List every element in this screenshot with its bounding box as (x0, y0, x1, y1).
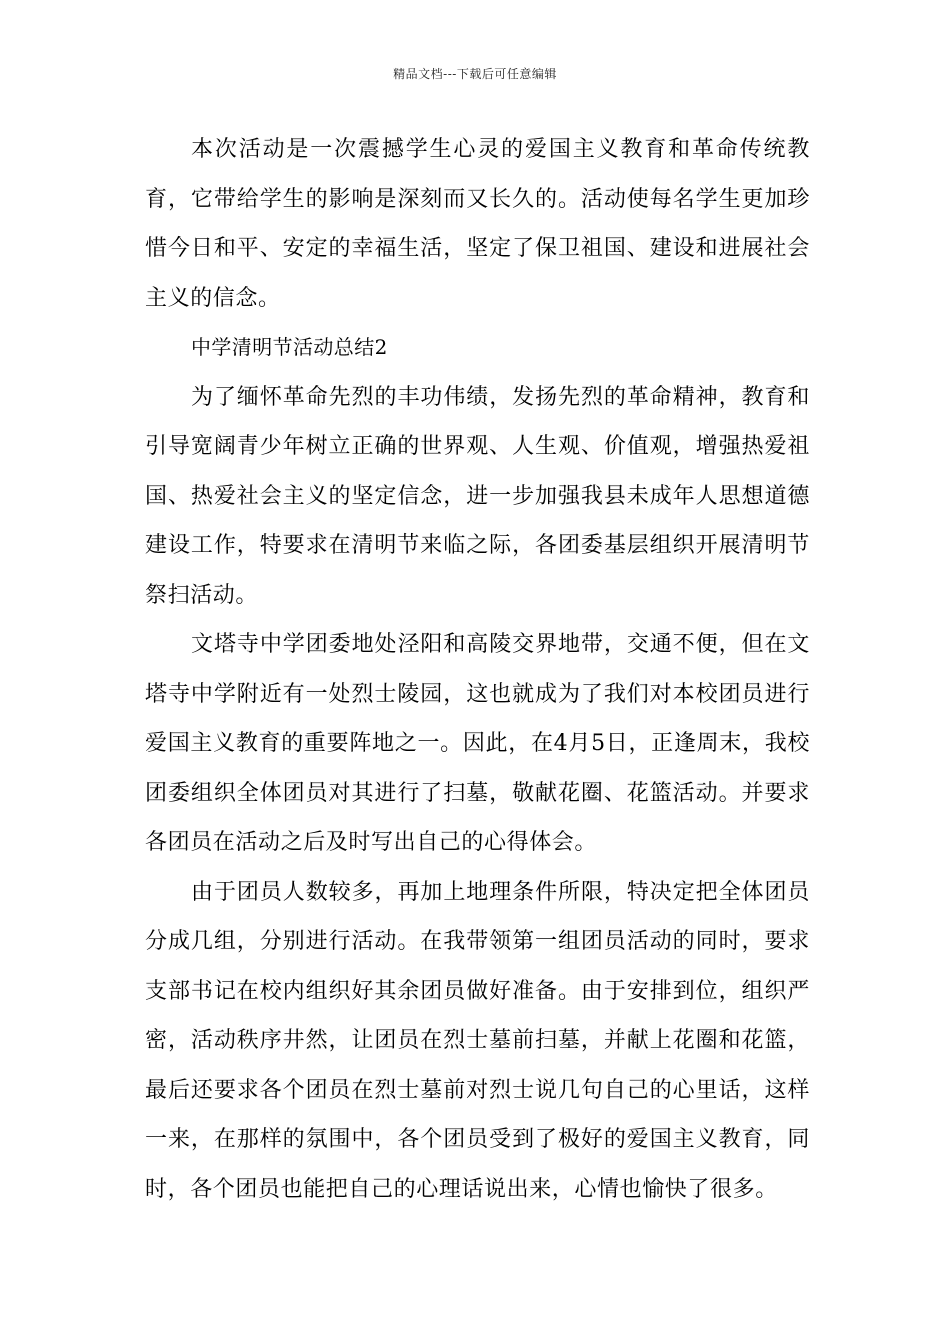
paragraph-1: 本次活动是一次震撼学生心灵的爱国主义教育和革命传统教育，它带给学生的影响是深刻而又长久的。活动使每名学生更加珍惜今日和平、安定的幸福生活，坚定了保卫祖国、建设和进展社会主义的信念。 (145, 137, 810, 311)
paragraph-2: 为了缅怀革命先烈的丰功伟绩，发扬先烈的革命精神，教育和引导宽阔青少年树立正确的世界观、人生观、价值观，增强热爱祖国、热爱社会主义的坚定信念，进一步加强我县未成年人思想道德建设工作，特要求在清明节来临之际，各团委基层组织开展清明节祭扫活动。 (145, 384, 810, 608)
section-heading: 中学清明节活动总结2 (191, 335, 388, 359)
page-header: 精品文档---下载后可任意编辑 (393, 67, 557, 81)
document-body (145, 125, 810, 1214)
paragraph-3: 文塔寺中学团委地处泾阳和高陵交界地带，交通不便，但在文塔寺中学附近有一处烈士陵园，这也就成为了我们对本校团员进行爱国主义教育的重要阵地之一。因此，在4月5日，正逢周末，我校团委组织全体团员对其进行了扫墓，敬献花圈、花篮活动。并要求各团员在活动之后及时写出自己的心得体会。 (145, 632, 810, 855)
paragraph-4: 由于团员人数较多，再加上地理条件所限，特决定把全体团员分成几组，分别进行活动。在我带领第一组团员活动的同时，要求支部书记在校内组织好其余团员做好准备。由于安排到位，组织严密，活动秩序井然，让团员在烈士墓前扫墓，并献上花圈和花篮，最后还要求各个团员在烈士墓前对烈士说几句自己的心里话，这样一来，在那样的氛围中，各个团员受到了极好的爱国主义教育，同时，各个团员也能把自己的心理话说出来，心情也愉快了很多。 (145, 879, 810, 1202)
